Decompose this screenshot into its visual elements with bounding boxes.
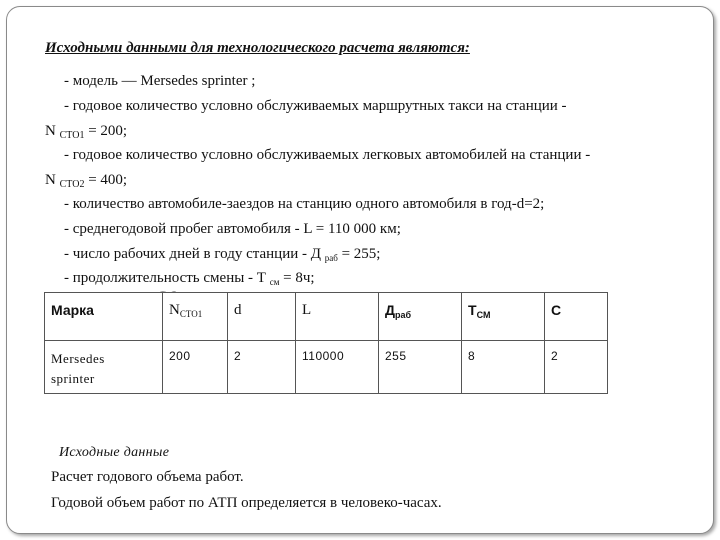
header-days (379, 293, 462, 341)
days-subscript: раб (324, 253, 338, 263)
cell-brand-line1: Mersedes (51, 351, 105, 366)
section-heading: Исходными данными для технологического расчета являются: (45, 40, 470, 56)
table-row (45, 341, 608, 394)
shift-label: - продолжительность смены - Т (64, 270, 270, 286)
header-days-sub: раб (394, 310, 412, 320)
days-label: - число рабочих дней в году станции - Д (64, 246, 325, 262)
cell-d: 2 (228, 341, 296, 394)
n1-value: = 200; (84, 123, 128, 139)
n1-subscript: СТО1 (59, 130, 85, 141)
cell-c: 2 (545, 341, 608, 394)
item-model: - модель — Mersedes sprinter ; (64, 73, 256, 89)
cell-brand (45, 341, 163, 394)
item-taxi: - годовое количество условно обслуживаемых маршрутных такси на станции - (64, 98, 567, 114)
item-mileage: - среднегодовой пробег автомобиля - L = 110 000 км; (64, 221, 401, 237)
item-visits: - количество автомобиле-заездов на станцию одного автомобиля в год-d=2; (64, 196, 545, 212)
paragraph-volume-definition: Годовой объем работ по АТП определяется в человеко-часах. (51, 495, 442, 511)
paragraph-annual-volume: Расчет годового объема работ. (51, 469, 244, 485)
n1-label: N (45, 123, 60, 139)
table-header-row (45, 293, 608, 341)
header-t-sub: СМ (476, 310, 491, 320)
cell-n: 200 (163, 341, 228, 394)
header-d: d (228, 293, 296, 341)
cell-days: 255 (379, 341, 462, 394)
item-n2 (45, 171, 127, 194)
header-n-sub: СТО1 (179, 309, 203, 319)
header-t-main: Т (468, 302, 477, 318)
header-t (462, 293, 545, 341)
table-caption: Исходные данные (59, 445, 170, 460)
cell-t: 8 (462, 341, 545, 394)
n2-label: N (45, 172, 60, 188)
header-days-main: Д (385, 302, 395, 318)
item-cars: - годовое количество условно обслуживаемых легковых автомобилей на станции - (64, 147, 591, 163)
n2-value: = 400; (84, 172, 128, 188)
n2-subscript: СТО2 (59, 179, 85, 190)
header-n (163, 293, 228, 341)
source-data-table (44, 292, 608, 394)
header-n-main: N (169, 302, 180, 318)
item-shift (64, 269, 315, 291)
header-brand: Марка (45, 293, 163, 341)
shift-value: = 8ч; (279, 270, 315, 286)
shift-subscript: см (269, 277, 280, 287)
item-n1 (45, 122, 127, 145)
header-l: L (296, 293, 379, 341)
cell-l: 110000 (296, 341, 379, 394)
item-days (64, 245, 380, 267)
days-value: = 255; (337, 246, 381, 262)
slide (6, 6, 714, 534)
header-c: С (545, 293, 608, 341)
cell-brand-line2: sprinter (51, 371, 95, 386)
